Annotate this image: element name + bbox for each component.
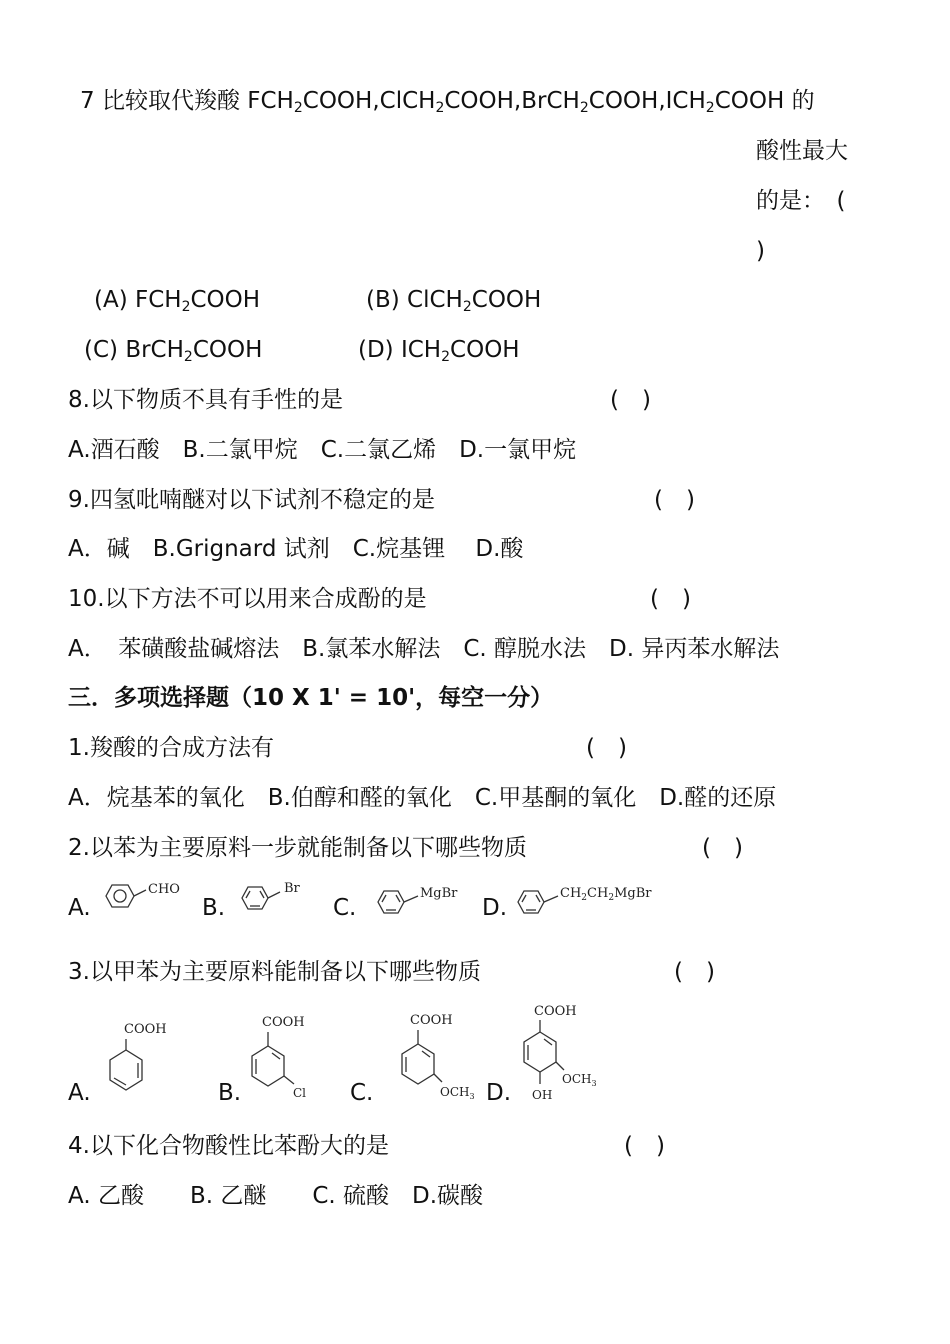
m2-label-c: C. bbox=[333, 895, 357, 921]
svg-text:COOH: COOH bbox=[262, 1015, 305, 1030]
section-3-heading: 三．多项选择题（10 X 1' = 10'，每空一分） bbox=[68, 685, 554, 711]
q10-answer-paren: ( ) bbox=[650, 586, 691, 612]
m2-label-b: B. bbox=[202, 895, 226, 921]
q8-answer-paren: ( ) bbox=[610, 387, 651, 413]
m2-label-d: D. bbox=[482, 895, 508, 921]
q9-stem: 9.四氢吡喃醚对以下试剂不稳定的是 bbox=[68, 487, 435, 513]
m2-answer-paren: ( ) bbox=[702, 835, 743, 861]
q8-options: A.酒石酸 B.二氯甲烷 C.二氯乙烯 D.一氯甲烷 bbox=[68, 437, 577, 463]
m4-answer-paren: ( ) bbox=[624, 1133, 665, 1159]
benzaldehyde-structure-icon bbox=[100, 872, 190, 922]
m2-label-a: A. bbox=[68, 895, 91, 921]
q7-option-a: (A) $FCH_2COOH$ bbox=[94, 287, 261, 315]
svg-text:CHO: CHO bbox=[148, 882, 180, 897]
m4-options: A. 乙酸 B. 乙醚 C. 硫酸 D.碳酸 bbox=[68, 1183, 484, 1209]
chlorobenzoic-acid-structure-icon bbox=[244, 1008, 334, 1103]
m1-stem: 1.羧酸的合成方法有 bbox=[68, 735, 274, 761]
phenylmagnesium-bromide-structure-icon bbox=[374, 876, 464, 926]
m2-stem: 2.以苯为主要原料一步就能制备以下哪些物质 bbox=[68, 835, 527, 861]
svg-text:COOH: COOH bbox=[534, 1004, 577, 1019]
svg-text:CH2CH2MgBr: $CH_2CH_2MgBr$ bbox=[560, 886, 652, 903]
vanillic-acid-structure-icon bbox=[516, 998, 626, 1108]
m3-label-a: A. bbox=[68, 1080, 91, 1106]
q8-stem: 8.以下物质不具有手性的是 bbox=[68, 387, 343, 413]
q9-answer-paren: ( ) bbox=[654, 487, 695, 513]
m3-answer-paren: ( ) bbox=[674, 959, 715, 985]
bromobenzene-structure-icon bbox=[240, 876, 310, 926]
q7-option-c: (C) BrCH$_2$COOH bbox=[84, 337, 263, 365]
m4-stem: 4.以下化合物酸性比苯酚大的是 bbox=[68, 1133, 389, 1159]
svg-text:COOH: COOH bbox=[124, 1022, 167, 1037]
svg-text:Cl: Cl bbox=[293, 1086, 307, 1100]
q7-stem-wrap-1: 酸性最大 bbox=[756, 138, 848, 164]
methoxybenzoic-acid-structure-icon bbox=[388, 1006, 488, 1101]
svg-text:MgBr: MgBr bbox=[420, 886, 458, 901]
benzoic-acid-structure-icon bbox=[96, 1012, 186, 1107]
m3-label-b: B. bbox=[218, 1080, 242, 1106]
q7-option-b: (B) ClCH$_2$COOH bbox=[366, 287, 542, 315]
svg-text:COOH: COOH bbox=[410, 1013, 453, 1028]
m1-options: A．烷基苯的氧化 B.伯醇和醛的氧化 C.甲基酮的氧化 D.醛的还原 bbox=[68, 785, 777, 811]
m3-label-d: D. bbox=[486, 1080, 512, 1106]
svg-text:OH: OH bbox=[532, 1088, 553, 1102]
q10-stem: 10.以下方法不可以用来合成酚的是 bbox=[68, 586, 427, 612]
q7-stem: 7 比较取代羧酸 $FCH_2COOH,ClCH_2COOH,BrCH_2COOH,ICH_2COOH$ 的 bbox=[80, 88, 815, 116]
phenylethylmagnesium-bromide-structure-icon bbox=[514, 876, 664, 926]
q9-options: A．碱 B.Grignard 试剂 C.烷基锂 D.酸 bbox=[68, 536, 524, 562]
m1-answer-paren: ( ) bbox=[586, 735, 627, 761]
m3-stem: 3.以甲苯为主要原料能制备以下哪些物质 bbox=[68, 959, 481, 985]
svg-text:OCH3: $OCH_3$ bbox=[562, 1072, 597, 1088]
m3-label-c: C. bbox=[350, 1080, 374, 1106]
q7-option-d: (D) $ICH_2COOH$ bbox=[358, 337, 520, 365]
q7-stem-wrap-3: ) bbox=[756, 238, 765, 264]
q10-options: A． 苯磺酸盐碱熔法 B.氯苯水解法 C. 醇脱水法 D. 异丙苯水解法 bbox=[68, 636, 780, 662]
svg-text:Br: Br bbox=[284, 881, 300, 896]
q7-stem-wrap-2: 的是： ( bbox=[756, 188, 846, 214]
svg-text:OCH3: $OCH_3$ bbox=[440, 1085, 475, 1101]
